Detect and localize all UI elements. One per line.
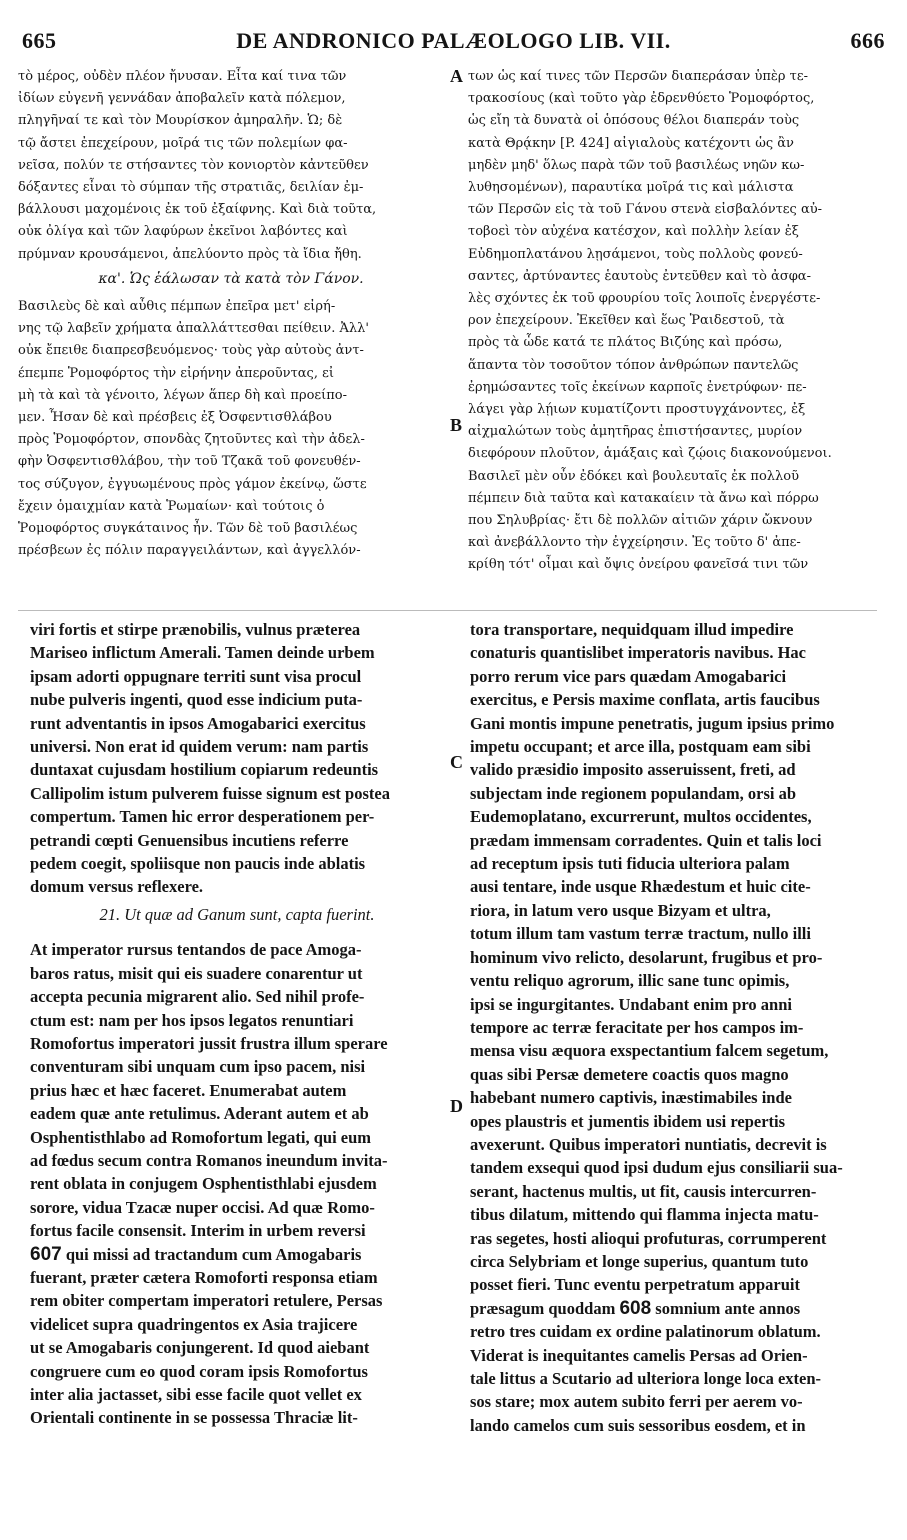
text-line: valido præsidio imposito asseruissent, freti, ad — [470, 760, 796, 780]
text-line: ad fœdus secum contra Romanos ineundum invita- — [30, 1150, 388, 1170]
greek-left-para-1 — [18, 66, 444, 266]
text-line: μηδὲν μηδ' ὅλως παρὰ τῶν τοῦ βασιλέως νηῶν κω- — [468, 157, 805, 173]
running-title: DE ANDRONICO PALÆOLOGO LIB. VII. — [236, 28, 671, 53]
text-line: viri fortis et stirpe prænobilis, vulnus præterea — [30, 620, 361, 639]
text-line: tandem exsequi quod ipsi dudum ejus consiliarii sua- — [470, 1158, 843, 1178]
text-line: ἰδίων εὐγενῆ γεννάδαν ἀποβαλεῖν κατὰ πόλεμον, — [18, 91, 346, 107]
latin-section-title: 21. Ut quæ ad Ganum sunt, capta fuerint. — [99, 904, 375, 924]
text-line: νης τῷ λαβεῖν χρήματα ἀπαλλάττεσθαι πείθειν. Ἀλλ' — [18, 321, 369, 337]
page-mark-608: 608 — [619, 1297, 652, 1319]
text-line: avexerunt. Quibus imperatori nuntiatis, decrevit is — [470, 1134, 827, 1154]
text-line: Εὐδημοπλατάνου λῃσάμενοι, τοὺς πολλοὺς φονεύ- — [468, 246, 803, 262]
text-line: τῶν Περσῶν εἰς τὰ τοῦ Γάνου στενὰ εἰσβαλόντες αὐ- — [468, 202, 823, 218]
text-line: πρύμναν κρουσάμενοι, ἀπελύοντο πρὸς τὰ ἴδια ἤθη. — [18, 246, 362, 262]
text-line: serant, hactenus multis, ut fit, causis intercurren- — [470, 1181, 817, 1201]
latin-right-pagemark-line: præsagum quoddam 608 somnium ante annos — [470, 1297, 801, 1319]
text-line: lando camelos cum suis sessoribus eosdem, et in — [470, 1415, 806, 1435]
text-line: ad receptum ipsis tuti fiducia ulteriora palam — [470, 854, 790, 874]
latin-column-left — [30, 618, 444, 1534]
text-line: κρίθη τότ' οἶμαι καὶ ὄψις ὀνείρου φανεῖσά τινι τῶν — [468, 557, 809, 573]
text-line: porro rerum vice pars quædam Amogabarici — [470, 666, 787, 686]
latin-right-para-1 — [470, 618, 886, 1297]
latin-left-para-2 — [30, 938, 444, 1242]
latin-left-pagemark-line: 607 qui missi ad tractandum cum Amogabaris — [30, 1243, 362, 1265]
latin-left-para-1 — [30, 618, 444, 899]
text-line: inter alia jactasset, sibi esse facile quot vellet ex — [30, 1385, 362, 1404]
margin-letter-c: C — [450, 752, 463, 772]
text-line: fuerant, præter cætera Romoforti responsa etiam — [30, 1267, 378, 1287]
margin-letter-d: D — [450, 1096, 463, 1116]
text-line: νεῖσα, πολύν τε στήσαντες τὸν κονιορτὸν κἀντεῦθεν — [18, 157, 369, 173]
text-line: Mariseo inflictum Amerali. Tamen deinde urbem — [30, 643, 375, 663]
text-line: ut se Amogabaris conjungerent. Id quod aiebant — [30, 1338, 370, 1358]
text-line: tibus dilatum, mittendo qui flamma injecta matu- — [470, 1205, 819, 1225]
text-line: opes plaustris et jumentis ibidem usi repertis — [470, 1111, 786, 1131]
text-line: domum versus reflexere. — [30, 877, 204, 897]
text-line: ἐρημώσαντες τοῖς ἐκείνων καρποῖς ἐνετρύφων· πε- — [468, 379, 807, 395]
text-line: λυθησομένων), παραυτίκα μοῖρά τις καὶ μάλιστα — [468, 180, 794, 196]
text-line: congruere cum eo quod coram ipsis Romofortus — [30, 1361, 368, 1381]
text-line: πρὸς τὰ ὧδε κατά τε πλάτος Βιζύης καὶ πρόσω, — [468, 335, 783, 351]
text-line: sos stare; mox autem subito ferri per aerem vo- — [470, 1392, 803, 1412]
text-line: ventu reliquo agrorum, illic sane tunc opimis, — [470, 971, 790, 991]
greek-right-para — [468, 66, 886, 577]
text-line: ausi tentare, inde usque Rhædestum et huic cite- — [470, 877, 811, 897]
text-line: rem obiter compertam imperatori retulere, Persas — [30, 1291, 383, 1311]
text-line: totum illum tam vastum terræ tractum, nullo illi — [470, 924, 811, 944]
text-line: circa Selybriam et longe superius, quantum tuto — [470, 1251, 809, 1271]
text-line: At imperator rursus tentandos de pace Amoga- — [30, 940, 362, 960]
latin-column-right — [470, 618, 886, 1534]
text-line: compertum. Tamen hic error desperationem per- — [30, 807, 375, 827]
text-line: habebant numero captivis, inæstimabiles inde — [470, 1088, 792, 1108]
text-line: δόξαντες εἶναι τὸ σύμπαν τῆς στρατιᾶς, δειλίαν ἐμ- — [18, 180, 364, 196]
text-line: αἰχμαλώτων τοὺς ἀμητῆρας ἐπιστήσαντες, μυρίον — [468, 424, 803, 440]
margin-letter-b: B — [450, 415, 463, 435]
text-line: prædam immensam corradentes. Quin et talis loci — [470, 830, 822, 850]
page-mark-607: 607 — [30, 1243, 62, 1265]
text-line: subjectam inde regionem populandam, orsi ab — [470, 783, 797, 803]
text-line: οὐκ ὀλίγα καὶ τῶν λαφύρων ἐκεῖνοι λαβόντες καὶ — [18, 224, 348, 240]
text-line: sorore, vidua Tzacæ nuper occisi. Ad quæ Romo- — [30, 1197, 375, 1217]
text-line: Orientali continente in se possessa Thraciæ lit- — [30, 1408, 358, 1428]
text-line: τοβοεὶ τὸν αὐχένα κατέσχον, καὶ πολλὴν λείαν ἐξ — [468, 224, 799, 240]
text-line: Viderat is inequitantes camelis Persas ad Orien- — [470, 1345, 808, 1365]
text-line: nube pulveris ingenti, quod esse indicium puta- — [30, 690, 363, 710]
text-line: πρέσβεων ἐς πόλιν παραγγειλάντων, καὶ ἀγγελλόν- — [18, 543, 361, 559]
text-line: Gani montis impune penetratis, jugum ipsius primo — [470, 713, 835, 733]
text-line: των ὡς καί τινες τῶν Περσῶν διαπεράσαν ὑπὲρ τε- — [468, 69, 808, 84]
text-line: ἅπαντα τὸν τοσοῦτον τόπον ἀνθρώπων παντελῶς — [468, 357, 799, 373]
text-line: duntaxat cujusdam hostilium copiarum redeuntis — [30, 760, 379, 780]
text-line: pedem coegit, spoliisque non paucis inde ablatis — [30, 854, 366, 874]
text-line: Osphentisthlabo ad Romofortum legati, qui eum — [30, 1127, 372, 1147]
text-line: τὸ μέρος, οὐδὲν πλέον ἤνυσαν. Εἶτα καί τινα τῶν — [18, 69, 347, 84]
text-line: impetu occupant; et arce illa, postquam eam sibi — [470, 737, 811, 757]
greek-column-right — [468, 66, 886, 606]
page-header — [22, 10, 885, 53]
text-line: ipsam adorti oppugnare territi sunt visa procul — [30, 666, 362, 686]
text-line: ὡς εἴη τὰ δυνατὰ οἱ ὁπόσους θέλοι διαπεράν τοὺς — [468, 113, 800, 129]
page-number-right: 666 — [850, 28, 885, 53]
greek-section-title: κα'. Ὡς ἑάλωσαν τὰ κατὰ τὸν Γάνον. — [98, 270, 364, 287]
text-line: σαντες, ἀρτύναντες ἑαυτοὺς ἐντεῦθεν καὶ τὸ ἀσφα- — [468, 268, 811, 284]
text-line: φὴν Ὀσφεντισθλάβου, τὴν τοῦ Τζακᾶ τοῦ φονευθέν- — [18, 454, 361, 470]
text-line: τρακοσίους (καὶ τοῦτο γὰρ ἐδρενθύετο Ῥομοφόρτος, — [468, 91, 815, 107]
text-line: μεν. Ἦσαν δὲ καὶ πρέσβεις ἐξ Ὀσφεντισθλάβου — [18, 410, 332, 426]
text-line: eadem quæ ante retulimus. Aderant autem et ab — [30, 1104, 369, 1124]
text-line: που Σηλυβρίας· ἔτι δὲ πολλῶν αἰτιῶν χάριν ὤκνουν — [468, 513, 813, 529]
text-line: καὶ ἀνεβάλλοντο τὴν ἐγχείρησιν. Ἐς τοῦτο δ' ἀπε- — [468, 535, 801, 551]
text-line: Eudemoplatano, excurrerunt, multos occidentes, — [470, 807, 812, 827]
text-line: quas sibi Persæ demetere coactis quos magno — [470, 1064, 789, 1084]
text-line: Ῥομοφόρτος συγκάταινος ἦν. Τῶν δὲ τοῦ βασιλέως — [18, 521, 358, 537]
latin-left-para-3 — [30, 1266, 444, 1430]
text-line: ras segetes, hosti alioqui profuturas, corrumperent — [470, 1228, 827, 1248]
text-line: runt adventantis in ipsos Amogabarici exercitus — [30, 713, 366, 733]
text-line: Romofortus imperatori jussit frustra illum sperare — [30, 1033, 388, 1053]
text-line: tempore ac terræ feracitate per hos campos im- — [470, 1017, 804, 1037]
text-line: Callipolim istum pulverem fuisse signum est postea — [30, 783, 390, 803]
text-line: hominum vivo relicto, desolarunt, frugibus et pro- — [470, 947, 823, 967]
text-line: πέμπειν διὰ ταῦτα καὶ κατακαίειν τὰ ἄνω καὶ πόρρω — [468, 490, 819, 506]
text-line: fortus facile consensit. Interim in urbem reversi — [30, 1221, 366, 1241]
text-line: petrandi cœpti Genuensibus incutiens referre — [30, 830, 349, 850]
text-line: conventuram sibi unquam cum ipso pacem, nisi — [30, 1057, 366, 1077]
text-line: μὴ τὰ καὶ τὰ γένοιτο, λέγων ἅπερ δὴ καὶ προείπο- — [18, 387, 348, 403]
page-number-left: 665 — [22, 28, 57, 53]
greek-left-para-2 — [18, 296, 444, 562]
text-line: τῷ ἄστει ἐπεχείρουν, μοῖρά τις τῶν πολεμίων φα- — [18, 135, 348, 151]
text-line: exercitus, e Persis maxime conflata, artis faucibus — [470, 690, 820, 710]
text-line: έπεμπε Ῥομοφόρτος τὴν εἰρήνην ἀπεροῦντας, εἰ — [18, 365, 334, 381]
text-line: tale littus a Scutario ad ulteriora longe loca exten- — [470, 1369, 822, 1388]
text-line: πρὸς Ῥομοφόρτον, σπονδὰς ζητοῦντες καὶ τὴν ἀδελ- — [18, 432, 365, 448]
text-line: videlicet supra quadringentos ex Asia trajicere — [30, 1314, 358, 1334]
text-line: mensa visu æquora exspectantium falcem segetum, — [470, 1041, 829, 1061]
text-line: posset fieri. Tunc eventu perpetratum apparuit — [470, 1275, 800, 1295]
text-line: baros ratus, misit qui eis suadere conarentur ut — [30, 963, 363, 983]
text-line: ipsi se ingurgitantes. Undabant enim pro anni — [470, 994, 792, 1014]
text-line: Βασιλεὺς δὲ καὶ αὖθις πέμπων ἐπεῖρα μετ' εἰρή- — [18, 299, 336, 315]
greek-column-left — [18, 66, 444, 606]
text-line: κατὰ Θρᾴκην [P. 424] αἰγιαλοὺς κατέχοντι ὡς ἂν — [468, 135, 794, 151]
text-line: rent oblata in conjugem Osphentisthlabi ejusdem — [30, 1174, 377, 1194]
text-line: οὐκ ἔπειθε διαπρεσβευόμενος· τοὺς γὰρ αὐτοὺς ἀντ- — [18, 343, 364, 359]
text-line: retro tres cuidam ex ordine palatinorum oblatum. — [470, 1322, 821, 1342]
latin-right-para-2 — [470, 1320, 886, 1437]
text-line: πληγῆναί τε καὶ τὸν Μουρίσκον ἀμηραλῆν. Ὡ; δὲ — [18, 113, 343, 129]
text-line: ἔχειν ὁμαιχμίαν κατὰ Ῥωμαίων· καὶ τούτοις ὁ — [18, 498, 325, 514]
text-line: accepta pecunia migrarent alio. Sed nihil profe- — [30, 987, 365, 1007]
text-line: tora transportare, nequidquam illud impedire — [470, 620, 794, 639]
text-line: prius hæc et hæc faceret. Enumerabat autem — [30, 1080, 347, 1100]
text-line: Βασιλεῖ μὲν οὖν ἐδόκει καὶ βουλευταῖς ἐκ πολλοῦ — [468, 468, 799, 484]
text-line: τος σύζυγον, ἐγγυωμένους πρὸς γάμον ἐκείνῳ, ὥστε — [18, 476, 367, 492]
text-line: λάγει γὰρ λῄιων κυματίζοντι προστυγχάνοντες, ἐξ — [468, 402, 806, 418]
text-line: universi. Non erat id quidem verum: nam partis — [30, 737, 369, 757]
text-line: βάλλουσι μαχομένοις ἐκ τοῦ ἐξαίφνης. Καὶ διὰ τοῦτα, — [18, 202, 377, 218]
column-divider — [18, 610, 877, 611]
text-line: ctum est: nam per hos ipsos legatos renuntiari — [30, 1010, 354, 1030]
text-line: διεφόρουν πλοῦτον, ἁμάξαις καὶ ζῴοις διακονούμενοι. — [468, 446, 832, 462]
margin-letter-a: A — [450, 66, 463, 86]
text-line: ρον ἐπεχείρουν. Ἐκεῖθεν καὶ ἕως Ῥαιδεστοῦ, τὰ — [468, 313, 785, 329]
text-line: conaturis quantislibet imperatoris navibus. Hac — [470, 643, 806, 663]
text-line: riora, in latum vero usque Bizyam et ultra, — [470, 900, 771, 920]
text-line: λὲς σχόντες ἐκ τοῦ φρουρίου τοῖς λοιποῖς ἐνεργέστε- — [468, 291, 821, 307]
